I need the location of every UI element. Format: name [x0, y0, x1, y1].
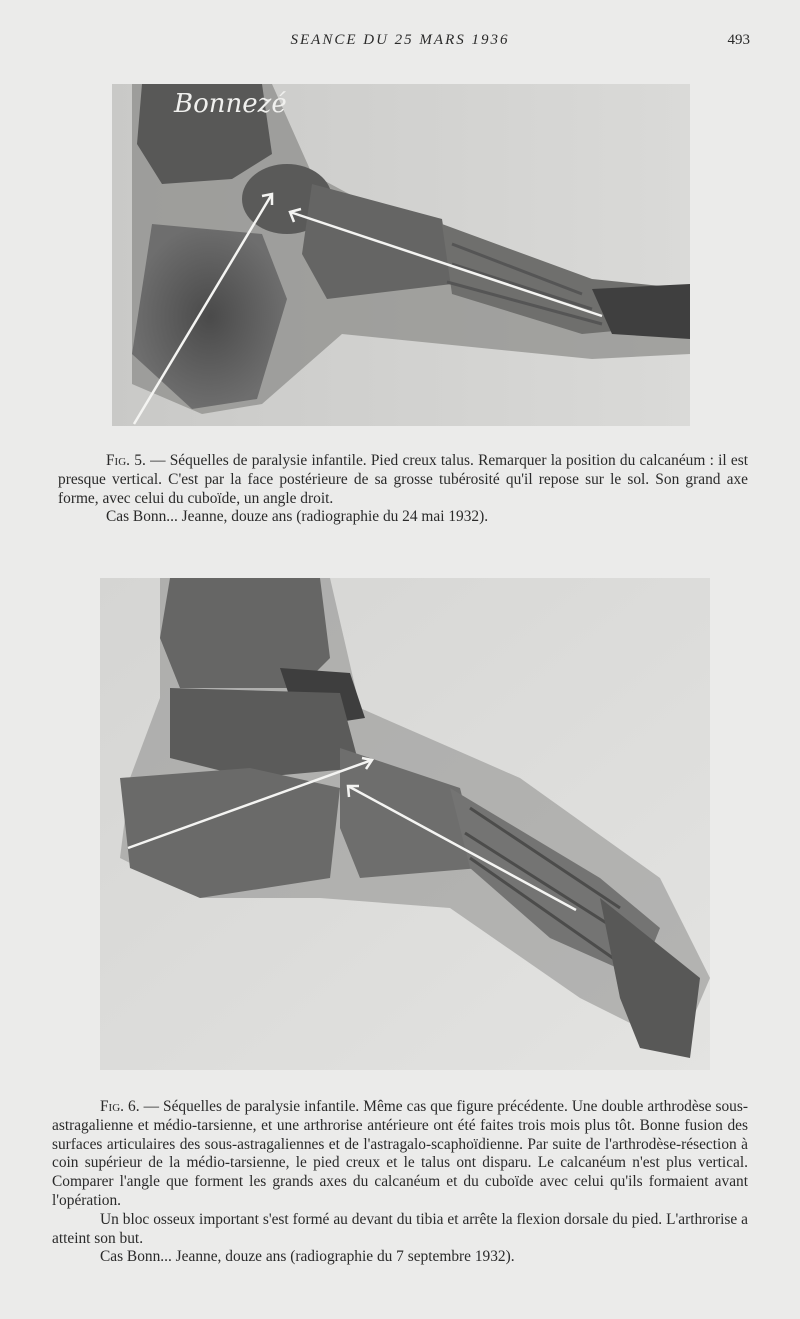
figure-6-radiograph [100, 578, 710, 1070]
figure-5-radiograph [112, 84, 690, 426]
running-head [0, 32, 800, 52]
figure-5-caption-text: — Séquelles de paralysie infantile. Pied creux talus. Remarquer la position du calcanéum : il est presque vertical. C'est par la face postérieure de sa grosse tubérosité qu'il repose sur le sol. Son grand axe forme, avec celui du cuboïde, un angle droit. [58, 452, 748, 507]
handwritten-label: Bonnezé [174, 89, 287, 119]
running-title: SEANCE DU 25 MARS 1936 [290, 32, 510, 48]
figure-6-paragraph-2: Un bloc osseux important s'est formé au devant du tibia et arrête la flexion dorsale du pied. L'arthrorise a atteint son but. [52, 1210, 748, 1247]
figure-6-label: Fig. 6. [100, 1098, 140, 1115]
figure-6-caption [52, 1098, 748, 1267]
figure-6-caption-text: — Séquelles de paralysie infantile. Même cas que figure précédente. Une double arthrodèse sous-astragalienne et médio-tarsienne, et une arthrorise antérieure ont été faites trois mois plus tôt. Bonne fusion des surfaces articulaires des sous-astragaliennes et de l'astragalo-scaphoïdienne. Par suite de l'arthrodèse-résection à coin supérieur de la médio-tarsienne, le pied creux et le talus ont disparu. Le calcanéum n'est plus vertical. Comparer l'angle que forment les grands axes du calcanéum et du cuboïde avec celui qu'ils formaient avant l'opération. [52, 1098, 748, 1209]
figure-5-case-line: Cas Bonn... Jeanne, douze ans (radiographie du 24 mai 1932). [106, 508, 489, 526]
figure-6-case-line: Cas Bonn... Jeanne, douze ans (radiographie du 7 septembre 1932). [100, 1248, 515, 1266]
foot-xray-drawing [112, 84, 690, 426]
foot-xray-drawing-postop [100, 578, 710, 1070]
figure-5-caption [58, 452, 748, 527]
figure-5-label: Fig. 5. [106, 452, 146, 469]
page-number: 493 [727, 32, 750, 48]
